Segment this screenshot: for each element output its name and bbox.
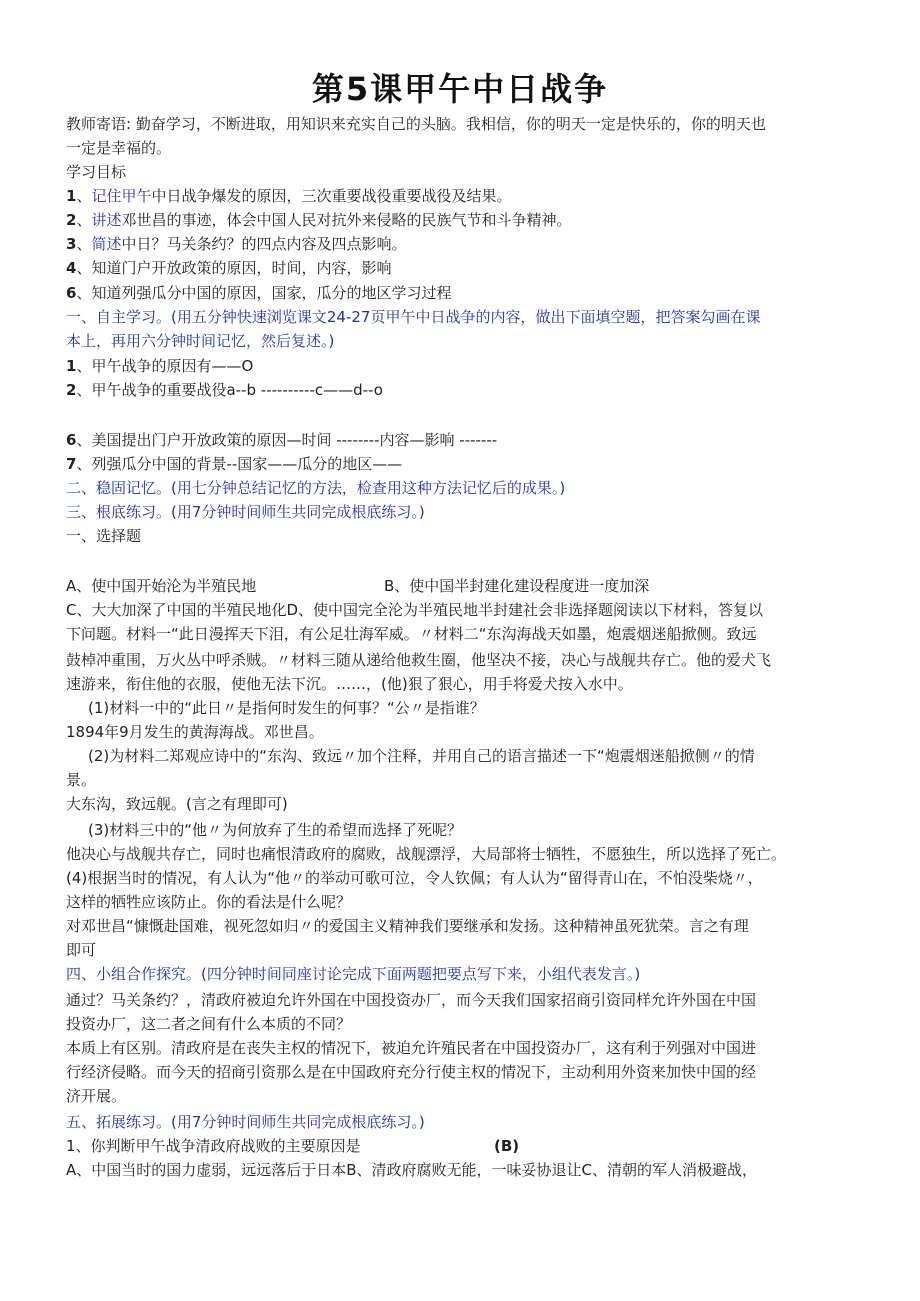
goal-text: 知道列强瓜分中国的原因，国家，瓜分的地区学习过程 xyxy=(91,284,452,302)
answer-4-line-1: 对邓世昌“慷慨赴国难，视死忽如归〃的爱国主义精神我们要继承和发扬。这种精神虽死犹荣。言之有理 xyxy=(66,917,749,935)
inquiry-line: 济开展。 xyxy=(66,1087,127,1105)
fill-number: 7 xyxy=(66,455,77,473)
fill-item xyxy=(66,380,383,400)
teacher-message-line-2: 一定是幸福的。 xyxy=(66,139,172,157)
fill-text: 、甲午战争的原因有——O xyxy=(76,357,254,375)
extension-question: 1、你判断甲午战争清政府战败的主要原因是 xyxy=(66,1137,361,1155)
fill-text: 、列强瓜分中国的背景--国家——瓜分的地区—— xyxy=(76,455,403,473)
question-4-line-2: 这样的牺牲应该防止。你的看法是什么呢？ xyxy=(66,893,352,911)
teacher-message-line-1: 教师寄语: 勤奋学习，不断进取，用知识来充实自己的头脑。我相信，你的明天一定是快乐的，你的明天也 xyxy=(66,115,766,133)
material-line: 鼓棹冲重围，万火丛中呼杀贼。〃材料三随从递给他救生圈，他坚决不接，决心与战舰共存亡。他的爱犬飞 xyxy=(66,651,772,669)
fill-number: 1 xyxy=(66,357,77,375)
goal-verb: 记住甲午 xyxy=(91,187,152,205)
choice-heading: 一、选择题 xyxy=(66,527,142,545)
section-basic-practice: 三、根底练习。(用7分钟时间师生共同完成根底练习。) xyxy=(66,503,425,521)
fill-item xyxy=(66,356,253,376)
fill-item xyxy=(66,454,402,474)
section-extension: 五、拓展练习。(用7分钟时间师生共同完成根底练习。) xyxy=(66,1113,425,1131)
fill-number: 6 xyxy=(66,431,77,449)
goal-item xyxy=(66,283,451,303)
goal-number: 6 xyxy=(66,284,77,302)
question-3: (3)材料三中的“他〃为何放弃了生的希望而选择了死呢？ xyxy=(88,821,463,839)
extension-options: A、中国当时的国力虚弱，远远落后于日本B、清政府腐败无能，一味妥协退让C、清朝的军人消极避战， xyxy=(66,1161,758,1179)
question-1: (1)材料一中的“此日〃是指何时发生的何事？“公〃是指谁？ xyxy=(88,699,485,717)
answer-2: 大东沟，致远舰。(言之有理即可) xyxy=(66,795,288,813)
option-a: A、使中国开始沦为半殖民地 xyxy=(66,577,257,595)
goal-sep: 、 xyxy=(76,259,92,277)
goals-heading: 学习目标 xyxy=(66,163,127,181)
goal-text: 中日？马关条约？的四点内容及四点影响。 xyxy=(121,235,407,253)
inquiry-line: 本质上有区别。清政府是在丧失主权的情况下，被迫允许殖民者在中国投资办厂，这有利于列强对中国进 xyxy=(66,1039,757,1057)
goal-verb: 讲述 xyxy=(91,211,122,229)
answer-1: 1894年9月发生的黄海海战。邓世昌。 xyxy=(66,723,324,741)
option-c-d-line: C、大大加深了中国的半殖民地化D、使中国完全沦为半殖民地半封建社会非选择题阅读以下材料，答复以 xyxy=(66,601,764,619)
fill-number: 2 xyxy=(66,381,77,399)
goal-sep: 、 xyxy=(76,284,92,302)
material-line: 速游来，衔住他的衣服，使他无法下沉。……，(他)狠了狠心，用手将爱犬按入水中。 xyxy=(66,675,633,693)
goal-number: 2 xyxy=(66,211,77,229)
goal-number: 1 xyxy=(66,187,77,205)
goal-text: 知道门户开放政策的原因，时间，内容，影响 xyxy=(91,259,392,277)
goal-number: 3 xyxy=(66,235,77,253)
inquiry-line: 投资办厂，这二者之间有什么本质的不同？ xyxy=(66,1015,352,1033)
goal-item xyxy=(66,234,406,254)
answer-4-line-2: 即可 xyxy=(66,941,97,959)
goal-number: 4 xyxy=(66,259,77,277)
material-line: 下问题。材料一“此日漫挥天下泪，有公足壮海军威。〃材料二“东沟海战天如墨，炮震烟迷船掀侧。致远 xyxy=(66,625,757,643)
fill-text: 、美国提出门户开放政策的原因—时间 --------内容—影响 ------- xyxy=(76,431,498,449)
section-consolidate: 二、稳固记忆。(用七分钟总结记忆的方法，检查用这种方法记忆后的成果。) xyxy=(66,479,566,497)
answer-3: 他决心与战舰共存亡，同时也痛恨清政府的腐败，战舰漂浮，大局部将士牺牲，不愿独生，所以选择了死亡。 xyxy=(66,845,787,863)
page-title: 第5课甲午中日战争 xyxy=(311,70,609,108)
inquiry-line: 行经济侵略。而今天的招商引资那么是在中国政府充分行使主权的情况下，主动利用外资来加快中国的经 xyxy=(66,1063,757,1081)
question-2-line-1: (2)为材料二郑观应诗中的“东沟、致远〃加个注释，并用自己的语言描述一下“炮震烟迷船掀侧〃的情 xyxy=(88,747,755,765)
goal-sep: 、 xyxy=(76,211,92,229)
question-2-line-2: 景。 xyxy=(66,771,97,789)
fill-item xyxy=(66,430,497,450)
goal-item xyxy=(66,258,391,278)
inquiry-line: 通过？马关条约？，清政府被迫允许外国在中国投资办厂，而今天我们国家招商引资同样允许外国在中国 xyxy=(66,991,757,1009)
goal-text: 中日战争爆发的原因，三次重要战役重要战役及结果。 xyxy=(151,187,512,205)
goal-item xyxy=(66,186,511,206)
fill-text: 、甲午战争的重要战役a--b ----------c——d--o xyxy=(76,381,383,399)
goal-sep: 、 xyxy=(76,235,92,253)
goal-text: 邓世昌的事迹，体会中国人民对抗外来侵略的民族气节和斗争精神。 xyxy=(121,211,572,229)
question-4-line-1: (4)根据当时的情况，有人认为“他〃的举动可歌可泣，令人钦佩；有人认为“留得青山在，不怕没柴烧〃， xyxy=(66,869,763,887)
section-self-study-line-2: 本上，再用六分钟时间记忆，然后复述。) xyxy=(66,332,335,350)
section-group-inquiry: 四、小组合作探究。(四分钟时间同座讨论完成下面两题把要点写下来，小组代表发言。) xyxy=(66,965,641,983)
goal-item xyxy=(66,210,571,230)
goal-verb: 简述 xyxy=(91,235,122,253)
section-self-study-line-1: 一、自主学习。(用五分钟快速浏览课文24-27页甲午中日战争的内容，做出下面填空题，把答案勾画在课 xyxy=(66,308,761,326)
goal-sep: 、 xyxy=(76,187,92,205)
option-b: B、使中国半封建化建设程度进一度加深 xyxy=(384,577,650,595)
extension-answer: (B) xyxy=(494,1137,520,1155)
